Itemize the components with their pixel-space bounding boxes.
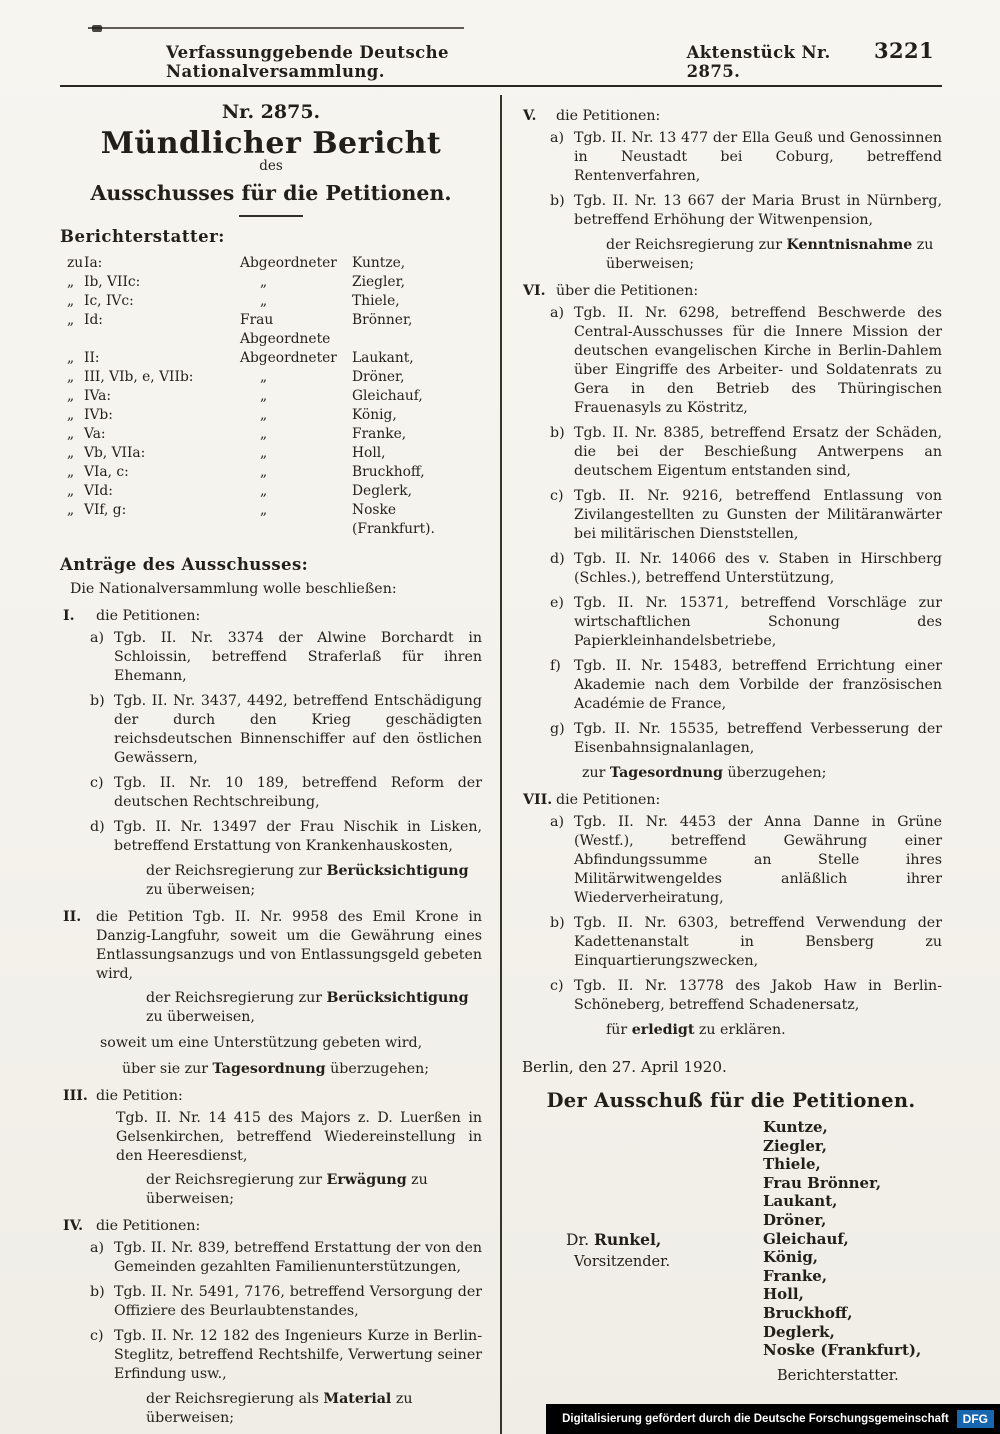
resolution-line bbox=[606, 1021, 934, 1040]
signature-name: Laukant, bbox=[763, 1192, 838, 1211]
motions-heading: Anträge des Ausschusses: bbox=[60, 555, 309, 574]
petition-item bbox=[550, 304, 942, 418]
signature-name: Dröner, bbox=[763, 1210, 827, 1229]
digitization-credit-text: Digitalisierung gefördert durch die Deutsche Forschungsgemeinschaft bbox=[562, 1413, 949, 1425]
petition-item bbox=[550, 487, 942, 544]
rapporteur-ref: VIf, g: bbox=[84, 502, 127, 518]
item-label: a) bbox=[550, 305, 564, 321]
rapporteur-prefix: „ bbox=[67, 483, 75, 499]
item-text: Tgb. II. Nr. 3374 der Alwine Borchardt in Schloissin, betreffend Straferlaß für ihren Ehemann, bbox=[114, 630, 482, 684]
resolution-pre: der Reichsregierung als bbox=[146, 1391, 324, 1407]
resolution-post: zu überweisen; bbox=[146, 1391, 413, 1426]
resolution-line bbox=[582, 764, 934, 783]
petition-item bbox=[550, 914, 942, 971]
rapporteur-name: Noske (Frankfurt). bbox=[352, 502, 435, 537]
item-label: a) bbox=[90, 630, 104, 646]
resolution-post: überzugehen; bbox=[722, 765, 827, 781]
rapporteur-ref: VIa, c: bbox=[84, 464, 129, 480]
item-label: a) bbox=[550, 814, 564, 830]
item-label: e) bbox=[550, 595, 564, 611]
resolution-emphasis: Kenntnisnahme bbox=[786, 237, 913, 253]
rapporteur-title: Abgeordneter bbox=[240, 350, 337, 366]
signature-name: Noske (Frankfurt), bbox=[763, 1341, 922, 1360]
item-text: Tgb. II. Nr. 9216, betreffend Entlassung von Zivilangestellten zu Gunsten der Militäranwärter bei militärischen Dienststellen, bbox=[574, 488, 942, 542]
resolution-pre: der Reichsregierung zur bbox=[146, 863, 327, 879]
petition-item bbox=[90, 1283, 482, 1321]
rapporteurs-list bbox=[60, 254, 482, 539]
section-title: die Petitionen: bbox=[96, 608, 201, 624]
petition-body: Tgb. II. Nr. 14 415 des Majors z. D. Luerßen in Gelsenkirchen, betreffend Wiedereinstellung in den Heeresdienst, bbox=[116, 1110, 482, 1164]
signature-name: Gleichauf, bbox=[763, 1229, 849, 1248]
report-committee: Ausschusses für die Petitionen. bbox=[90, 181, 452, 205]
petition-item bbox=[90, 629, 482, 686]
item-label: c) bbox=[90, 775, 104, 791]
section-heading bbox=[60, 1087, 482, 1106]
page-content bbox=[60, 38, 942, 1434]
item-label: c) bbox=[550, 978, 564, 994]
rapporteur-prefix: „ bbox=[67, 274, 75, 290]
rapporteur-name: Bruckhoff, bbox=[352, 464, 425, 480]
rapporteur-name: Deglerk, bbox=[352, 483, 412, 499]
item-text: Tgb. II. Nr. 5491, 7176, betreffend Versorgung der Offiziere des Beurlaubtenstandes, bbox=[114, 1284, 482, 1319]
item-label: d) bbox=[90, 819, 105, 835]
section-VII bbox=[520, 791, 942, 1040]
section-VI bbox=[520, 282, 942, 783]
section-numeral: VI. bbox=[523, 283, 546, 299]
item-text: Tgb. II. Nr. 13497 der Frau Nischik in Lisken, betreffend Erstattung von Krankenhauskosten, bbox=[114, 819, 482, 854]
rapporteur-name: König, bbox=[352, 407, 397, 423]
rapporteur-row bbox=[60, 387, 482, 406]
resolution-post: zu erklären. bbox=[694, 1022, 786, 1038]
item-text: Tgb. II. Nr. 3437, 4492, betreffend Entschädigung der durch den Krieg geschädigten reichsdeutschen Binnenschiffer auf den östlichen Gewässern, bbox=[114, 693, 482, 766]
rapporteur-name: Ziegler, bbox=[352, 274, 406, 290]
resolution-post: überzugehen; bbox=[325, 1061, 430, 1077]
rapporteur-prefix: „ bbox=[67, 445, 75, 461]
item-label: b) bbox=[90, 1284, 105, 1300]
signature-name: Deglerk, bbox=[763, 1322, 835, 1341]
resolution-line bbox=[146, 862, 474, 900]
rapporteur-ref: Ib, VIIc: bbox=[84, 274, 141, 290]
rapporteurs-heading: Berichterstatter: bbox=[60, 227, 225, 246]
section-heading bbox=[60, 1217, 482, 1236]
item-label: d) bbox=[550, 551, 565, 567]
rapporteur-name: Kuntze, bbox=[352, 255, 406, 271]
section-III bbox=[60, 1087, 482, 1209]
resolution-pre: der Reichsregierung zur bbox=[146, 1172, 327, 1188]
rapporteur-ref: Va: bbox=[84, 426, 106, 442]
rapporteur-title: Frau Abgeordnete bbox=[240, 312, 331, 347]
item-text: Tgb. II. Nr. 8385, betreffend Ersatz der Schäden, die bei der Beschießung Antwerpens an deutschem Eigentum entstanden sind, bbox=[574, 425, 942, 479]
rapporteur-row bbox=[60, 425, 482, 444]
resolution-line bbox=[146, 989, 474, 1027]
rapporteur-ref: Id: bbox=[84, 312, 103, 328]
rapporteur-prefix: „ bbox=[67, 407, 75, 423]
rapporteur-ref: III, VIb, e, VIIb: bbox=[84, 369, 194, 385]
rapporteur-prefix: „ bbox=[67, 312, 75, 328]
item-text: Tgb. II. Nr. 15371, betreffend Vorschläge zur wirtschaftlichen Schonung des Papierkleinhandelsbetriebe, bbox=[574, 595, 942, 649]
rapporteur-name: Thiele, bbox=[352, 293, 400, 309]
petition-item bbox=[90, 1327, 482, 1384]
left-column bbox=[60, 99, 500, 1434]
section-I bbox=[60, 607, 482, 900]
rapporteur-prefix: „ bbox=[67, 426, 75, 442]
resolution-pre: der Reichsregierung zur bbox=[606, 237, 787, 253]
section-V bbox=[520, 107, 942, 274]
rapporteur-ref: IVb: bbox=[84, 407, 113, 423]
section-title: die Petition: bbox=[96, 1088, 183, 1104]
section-heading bbox=[60, 607, 482, 626]
dfg-logo: DFG bbox=[957, 1410, 994, 1428]
rapporteur-ref: II: bbox=[84, 350, 100, 366]
resolution-line bbox=[122, 1060, 474, 1079]
rapporteur-title: „ bbox=[260, 388, 268, 404]
signature-name: Thiele, bbox=[763, 1155, 821, 1174]
page-number: 3221 bbox=[873, 38, 934, 63]
rapporteur-name: Laukant, bbox=[352, 350, 414, 366]
rapporteur-name: Dröner, bbox=[352, 369, 405, 385]
petition-item bbox=[550, 813, 942, 908]
rapporteur-row bbox=[60, 254, 482, 273]
rapporteur-ref: IVa: bbox=[84, 388, 112, 404]
resolution-post: zu überweisen; bbox=[146, 1172, 428, 1207]
committee-signature-title: Der Ausschuß für die Petitionen. bbox=[546, 1089, 916, 1112]
rapporteur-title: „ bbox=[260, 464, 268, 480]
section-title: die Petition Tgb. II. Nr. 9958 des Emil Krone in Danzig-Langfuhr, soweit um die Gewährung eines Entlassungsanzugs und von Entlassungsgeld gebeten wird, bbox=[96, 909, 482, 982]
report-des: des bbox=[259, 158, 283, 174]
date-line: Berlin, den 27. April 1920. bbox=[522, 1058, 727, 1076]
rapporteur-prefix: „ bbox=[67, 293, 75, 309]
section-numeral: I. bbox=[63, 608, 75, 624]
rapporteur-title: „ bbox=[260, 274, 268, 290]
rapporteur-row bbox=[60, 463, 482, 482]
petition-item bbox=[550, 720, 942, 758]
section-numeral: VII. bbox=[523, 792, 553, 808]
rapporteur-title: „ bbox=[260, 369, 268, 385]
section-II bbox=[60, 908, 482, 1079]
resolution-pre: der Reichsregierung zur bbox=[146, 990, 327, 1006]
chairman-prefix: Dr. bbox=[566, 1231, 594, 1249]
item-text: Tgb. II. Nr. 15535, betreffend Verbesserung der Eisenbahnsignalanlagen, bbox=[574, 721, 942, 756]
item-label: f) bbox=[550, 658, 561, 674]
signature-name: Bruckhoff, bbox=[763, 1303, 853, 1322]
resolution-line bbox=[606, 236, 934, 274]
section-numeral: III. bbox=[63, 1088, 88, 1104]
resolution-emphasis: Berücksichtigung bbox=[326, 990, 469, 1006]
rapporteur-row bbox=[60, 349, 482, 368]
journal-title: Verfassunggebende Deutsche Nationalversammlung. bbox=[166, 43, 449, 81]
rapporteur-row bbox=[60, 273, 482, 292]
document-piece-number: Aktenstück Nr. 2875. bbox=[686, 43, 831, 81]
scan-artifact-line bbox=[88, 27, 464, 29]
petition-item bbox=[550, 657, 942, 714]
resolution-emphasis: erledigt bbox=[631, 1022, 695, 1038]
resolution-emphasis: Material bbox=[323, 1391, 392, 1407]
rapporteur-row bbox=[60, 311, 482, 349]
scan-artifact-blob bbox=[92, 25, 102, 32]
rapporteur-label: Berichterstatter. bbox=[777, 1367, 899, 1384]
item-text: Tgb. II. Nr. 6303, betreffend Verwendung der Kadettenanstalt in Bensberg zu Einquartierungszwecken, bbox=[574, 915, 942, 969]
rapporteur-ref: VId: bbox=[84, 483, 113, 499]
motions-intro: Die Nationalversammlung wolle beschließen: bbox=[70, 581, 397, 597]
section-heading bbox=[60, 908, 482, 984]
petition-item bbox=[550, 594, 942, 651]
item-text: Tgb. II. Nr. 839, betreffend Erstattung der von den Gemeinden gezahlten Familienunterstützungen, bbox=[114, 1240, 482, 1275]
rapporteur-row bbox=[60, 292, 482, 311]
rapporteur-row bbox=[60, 482, 482, 501]
columns bbox=[60, 99, 942, 1434]
chairman-block bbox=[520, 1230, 725, 1386]
resolution-post: zu überweisen; bbox=[606, 237, 934, 272]
resolution-emphasis: Berücksichtigung bbox=[326, 863, 469, 879]
resolution-pre: zur bbox=[582, 765, 610, 781]
item-label: b) bbox=[550, 193, 565, 209]
digitization-footer-bar bbox=[546, 1404, 1000, 1434]
rapporteur-name: Brönner, bbox=[352, 312, 413, 328]
petition-item bbox=[90, 1239, 482, 1277]
item-text: Tgb. II. Nr. 12 182 des Ingenieurs Kurze in Berlin-Steglitz, betreffend Rechtshilfe, Verwertung seiner Erfindung usw., bbox=[114, 1328, 482, 1382]
resolution-pre: für bbox=[606, 1022, 632, 1038]
chairman-surname: Runkel, bbox=[594, 1230, 662, 1249]
masthead-divider bbox=[239, 215, 303, 217]
rapporteur-title: „ bbox=[260, 502, 268, 518]
petition-item bbox=[90, 774, 482, 812]
section-title: die Petitionen: bbox=[556, 792, 661, 808]
rapporteur-ref: Ic, IVc: bbox=[84, 293, 134, 309]
item-label: a) bbox=[550, 130, 564, 146]
item-text: Tgb. II. Nr. 6298, betreffend Beschwerde des Central-Ausschusses für die Innere Mission der deutschen evangelischen Kirche in Berlin-Dahlem über Eingriffe des Arbeiter- und Soldatenrats zu Gera in den Betrieb des Thüringischen Frauenasyls zu Köstritz, bbox=[574, 305, 942, 416]
resolution-post: zu überweisen; bbox=[146, 882, 256, 898]
running-head bbox=[60, 38, 942, 81]
rapporteur-title: „ bbox=[260, 293, 268, 309]
item-label: b) bbox=[90, 693, 105, 709]
item-label: b) bbox=[550, 915, 565, 931]
signature-name: Frau Brönner, bbox=[763, 1173, 882, 1192]
signature-name: König, bbox=[763, 1248, 819, 1267]
petition-item bbox=[90, 818, 482, 856]
item-text: Tgb. II. Nr. 15483, betreffend Errichtung einer Akademie nach dem Vorbilde der französischen Académie de France, bbox=[574, 658, 942, 712]
rapporteur-prefix: „ bbox=[67, 350, 75, 366]
right-column bbox=[500, 99, 942, 1434]
rapporteur-row bbox=[60, 501, 482, 539]
resolution-pre: soweit um eine Unterstützung gebeten wird, bbox=[100, 1035, 423, 1051]
section-title: die Petitionen: bbox=[96, 1218, 201, 1234]
rapporteur-row bbox=[60, 444, 482, 463]
rapporteur-title: „ bbox=[260, 483, 268, 499]
column-divider bbox=[500, 95, 502, 1434]
petition-item bbox=[550, 977, 942, 1015]
rapporteur-name: Gleichauf, bbox=[352, 388, 423, 404]
rapporteur-title: „ bbox=[260, 445, 268, 461]
rapporteur-row bbox=[60, 406, 482, 425]
petition-item bbox=[550, 550, 942, 588]
section-heading bbox=[520, 107, 942, 126]
section-numeral: IV. bbox=[63, 1218, 84, 1234]
section-title: über die Petitionen: bbox=[556, 283, 699, 299]
item-label: c) bbox=[90, 1328, 104, 1344]
signature-block bbox=[520, 1118, 942, 1386]
rapporteur-prefix: „ bbox=[67, 388, 75, 404]
item-label: b) bbox=[550, 425, 565, 441]
chairman-name bbox=[566, 1230, 725, 1250]
item-text: Tgb. II. Nr. 13 667 der Maria Brust in Nürnberg, betreffend Erhöhung der Witwenpension, bbox=[574, 193, 942, 228]
item-label: a) bbox=[90, 1240, 104, 1256]
petition-item bbox=[550, 192, 942, 230]
signature-name: Franke, bbox=[763, 1266, 828, 1285]
resolution-pre: über sie zur bbox=[122, 1061, 213, 1077]
chairman-role: Vorsitzender. bbox=[574, 1254, 671, 1270]
item-text: Tgb. II. Nr. 10 189, betreffend Reform der deutschen Rechtschreibung, bbox=[114, 775, 482, 810]
item-text: Tgb. II. Nr. 14066 des v. Staben in Hirschberg (Schles.), betreffend Unterstützung, bbox=[574, 551, 942, 586]
rapporteur-title: „ bbox=[260, 426, 268, 442]
rapporteur-prefix: zu bbox=[67, 255, 84, 271]
item-text: Tgb. II. Nr. 4453 der Anna Danne in Grüne (Westf.), betreffend Gewährung einer Abfindungssumme an Stelle ihres Militärwitwengeldes anläßlich ihrer Wiederverheiratung, bbox=[574, 814, 942, 906]
rapporteur-title: Abgeordneter bbox=[240, 255, 337, 271]
item-text: Tgb. II. Nr. 13778 des Jakob Haw in Berlin-Schöneberg, betreffend Schadenersatz, bbox=[574, 978, 942, 1013]
petition-item bbox=[550, 424, 942, 481]
report-number: Nr. 2875. bbox=[221, 101, 321, 123]
item-label: c) bbox=[550, 488, 564, 504]
rapporteur-ref: Ia: bbox=[84, 255, 103, 271]
resolution-line bbox=[100, 1034, 474, 1053]
section-numeral: II. bbox=[63, 909, 82, 925]
resolution-line bbox=[146, 1390, 474, 1428]
item-label: g) bbox=[550, 721, 565, 737]
resolution-emphasis: Tagesordnung bbox=[212, 1061, 326, 1077]
section-heading bbox=[520, 282, 942, 301]
signature-name: Holl, bbox=[763, 1285, 804, 1304]
section-IV bbox=[60, 1217, 482, 1428]
header-rule bbox=[60, 85, 942, 87]
rapporteur-prefix: „ bbox=[67, 369, 75, 385]
rapporteur-title: „ bbox=[260, 407, 268, 423]
section-title: die Petitionen: bbox=[556, 108, 661, 124]
petition-item bbox=[550, 129, 942, 186]
report-title: Mündlicher Bericht bbox=[100, 126, 442, 161]
resolution-line bbox=[146, 1171, 474, 1209]
signatures-list bbox=[725, 1118, 942, 1386]
section-heading bbox=[520, 791, 942, 810]
resolution-emphasis: Erwägung bbox=[326, 1172, 407, 1188]
signature-name: Kuntze, bbox=[763, 1118, 828, 1136]
rapporteur-row bbox=[60, 368, 482, 387]
signature-name: Ziegler, bbox=[763, 1136, 827, 1155]
resolution-emphasis: Tagesordnung bbox=[609, 765, 723, 781]
item-text: Tgb. II. Nr. 13 477 der Ella Geuß und Genossinnen in Neustadt bei Coburg, betreffend Rentenverfahren, bbox=[574, 130, 942, 184]
rapporteur-name: Holl, bbox=[352, 445, 386, 461]
resolution-post: zu überweisen, bbox=[146, 1009, 255, 1025]
rapporteur-name: Franke, bbox=[352, 426, 407, 442]
petition-item bbox=[90, 692, 482, 768]
rapporteur-ref: Vb, VIIa: bbox=[84, 445, 146, 461]
rapporteur-prefix: „ bbox=[67, 464, 75, 480]
rapporteur-prefix: „ bbox=[67, 502, 75, 518]
section-numeral: V. bbox=[523, 108, 537, 124]
